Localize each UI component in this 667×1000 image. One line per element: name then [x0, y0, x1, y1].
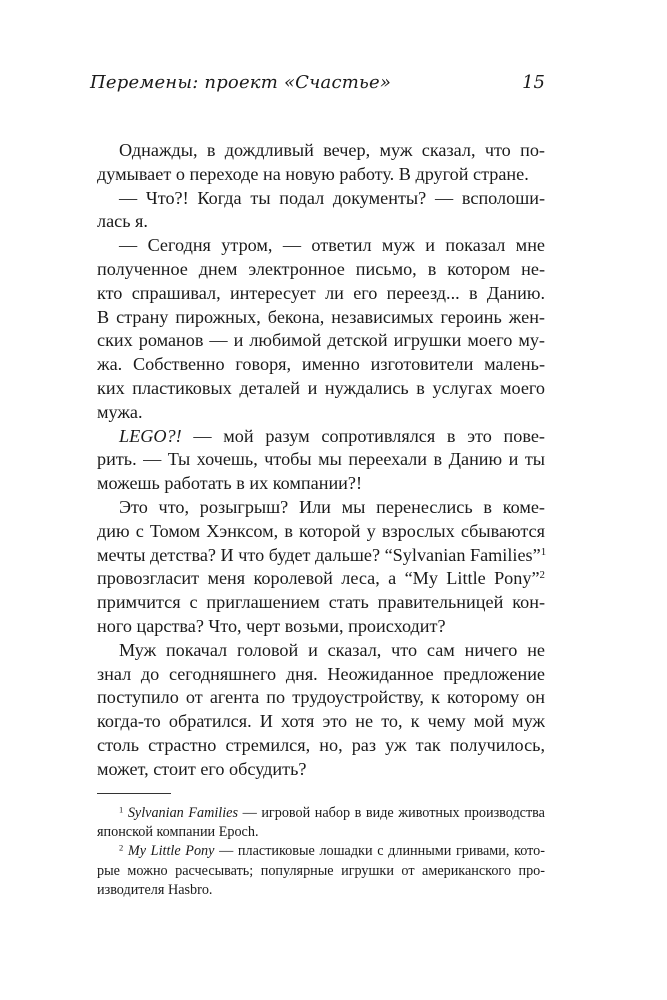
text-line: [97, 567, 545, 591]
footnote-line: рые можно расчесывать; популярные игрушки от американского про-: [97, 862, 545, 879]
footnote-2: [97, 842, 545, 900]
text-line: рить. — Ты хочешь, чтобы мы переехали в Данию и ты: [97, 449, 545, 470]
text-line: ного царства? Что, черт возьми, происходит?: [97, 615, 446, 636]
footnote-number: 1: [119, 804, 124, 815]
footnote-line: изводителя Hasbro.: [97, 881, 213, 898]
page-header: [90, 72, 545, 102]
text-segment: — пластиковые лошадки с длинными гривами, кото-: [214, 843, 545, 860]
paragraph: [97, 234, 545, 424]
text-segment: мечты детства? И что будет дальше? “Sylvanian Families”: [97, 544, 541, 565]
footnote-term: Sylvanian Families: [127, 805, 238, 821]
text-line: Муж покачал головой и сказал, что сам ничего не: [119, 639, 545, 660]
footnote-term: My Little Pony: [127, 843, 215, 860]
text-line: столь страстно стремился, но, раз уж так получилось,: [97, 734, 545, 755]
footnote-number: 2: [119, 842, 124, 853]
text-line: жа. Собственно говоря, именно изготовители малень-: [97, 354, 545, 375]
text-line: Это что, розыгрыш? Или мы перенеслись в коме-: [119, 496, 545, 517]
lego-exclamation: LEGO?!: [119, 425, 182, 446]
page-number: 15: [522, 72, 545, 93]
paragraph: [97, 139, 545, 187]
text-segment: провозгласит меня королевой леса, а “My Little Pony”: [97, 568, 540, 589]
text-line: дию с Томом Хэнксом, в которой у взрослых сбываются: [97, 520, 545, 541]
text-line: можешь работать в их компании?!: [97, 473, 363, 494]
text-segment: — игровой набор в виде животных производства: [238, 805, 545, 821]
footnote-line: [97, 804, 545, 823]
paragraph: [97, 425, 545, 496]
text-line: поступило от агента по трудоустройству, к которому он: [97, 687, 545, 708]
text-line: когда-то обратился. И хотя это не то, к чему мой муж: [97, 711, 545, 732]
text-line: [97, 425, 545, 449]
text-line: кто спрашивал, интересует ли его переезд... в Данию.: [97, 282, 545, 303]
text-line: думывает о переходе на новую работу. В другой стране.: [97, 163, 529, 184]
text-line: ских романов — и любимой детской игрушки моего му-: [97, 330, 545, 351]
text-line: В страну пирожных, бекона, независимых героинь жен-: [97, 306, 545, 327]
paragraph: [97, 639, 545, 782]
footnote-line: японской компании Epoch.: [97, 824, 259, 841]
footnote-ref-1[interactable]: 1: [540, 545, 547, 558]
paragraph: [97, 187, 545, 235]
text-line: — Сегодня утром, — ответил муж и показал мне: [119, 235, 545, 256]
text-line: Однажды, в дождливый вечер, муж сказал, что по-: [119, 140, 545, 160]
text-line: ких пластиковых деталей и нуждались в услугах моего: [97, 377, 545, 398]
text-line: может, стоит его обсудить?: [97, 758, 307, 779]
text-line: — Что?! Когда ты подал документы? — всполоши-: [119, 187, 545, 208]
footnotes: [97, 793, 545, 900]
footnote-ref-2[interactable]: 2: [539, 569, 545, 582]
footnote-1: [97, 804, 545, 842]
paragraph: [97, 496, 545, 639]
running-head: Перемены: проект «Счастье»: [90, 72, 392, 93]
text-line: лась я.: [97, 211, 148, 232]
text-line: полученное днем электронное письмо, в котором не-: [97, 258, 545, 279]
body-text: [97, 139, 545, 782]
text-line: [97, 544, 545, 568]
text-line: мужа.: [97, 401, 143, 422]
text-line: примчится с приглашением стать правительницей кон-: [97, 592, 545, 613]
text-segment: — мой разум сопротивлялся в это пове-: [181, 425, 545, 446]
footnote-line: [97, 842, 545, 861]
footnote-divider: [97, 793, 171, 794]
text-line: знал до сегодняшнего дня. Неожиданное предложение: [97, 663, 545, 684]
